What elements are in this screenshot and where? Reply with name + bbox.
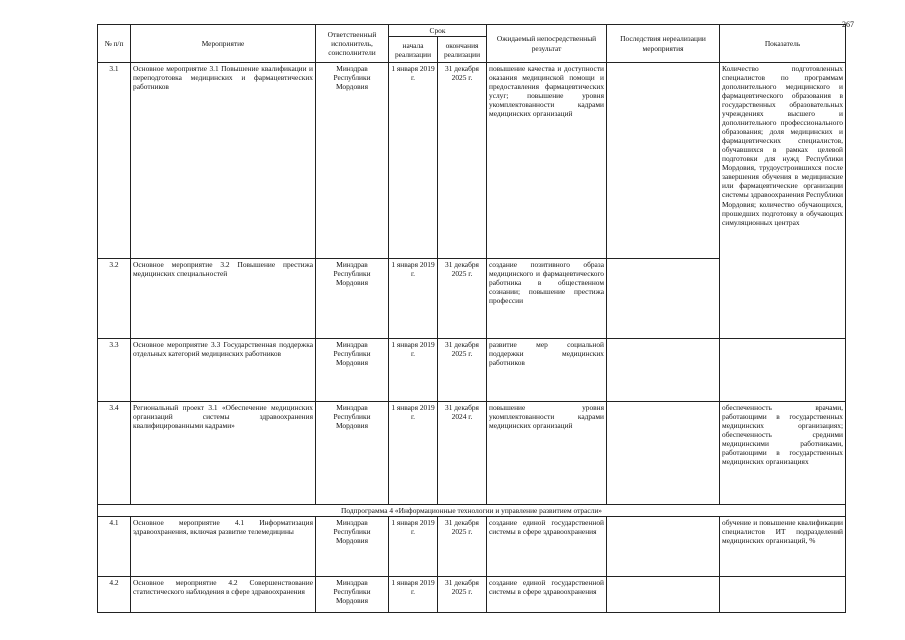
row-consequences	[607, 339, 720, 402]
row-end: 31 декабря 2025 г.	[438, 577, 487, 613]
row-activity: Основное мероприятие 4.2 Совершенствование статистического наблюдения в сфере здравоохранения	[131, 577, 316, 613]
table-row	[98, 517, 846, 577]
row-consequences	[607, 402, 720, 505]
header-result: Ожидаемый непосредственный результат	[487, 25, 607, 63]
header-end: окончания реализации	[438, 37, 487, 63]
row-consequences	[607, 517, 720, 577]
row-result: повышение уровня укомплектованности кадрами медицинских организаций	[487, 402, 607, 505]
row-responsible: Минздрав Республики Мордовия	[316, 259, 389, 339]
subprogram-row	[98, 505, 846, 517]
header-start: начала реализации	[389, 37, 438, 63]
row-activity: Региональный проект 3.1 «Обеспечение медицинских организаций системы здравоохранения квалифицированными кадрами»	[131, 402, 316, 505]
row-num: 4.2	[98, 577, 131, 613]
subprogram-title: Подпрограмма 4 «Информационные технологии и управление развитием отрасли»	[98, 505, 846, 517]
header-responsible: Ответственный исполнитель, соисполнители	[316, 25, 389, 63]
row-indicator: обучение и повышение квалификации специалистов ИТ подразделений медицинских организаций, %	[720, 517, 846, 577]
row-responsible: Минздрав Республики Мордовия	[316, 517, 389, 577]
program-activities-table	[97, 24, 846, 613]
row-indicator	[720, 577, 846, 613]
row-result: создание единой государственной системы в сфере здравоохранения	[487, 577, 607, 613]
row-indicator	[720, 339, 846, 402]
row-activity: Основное мероприятие 4.1 Информатизация здравоохранения, включая развитие телемедицины	[131, 517, 316, 577]
row-start: 1 января 2019 г.	[389, 402, 438, 505]
row-end: 31 декабря 2025 г.	[438, 63, 487, 259]
table-row	[98, 63, 846, 259]
row-activity: Основное мероприятие 3.2 Повышение престижа медицинских специальностей	[131, 259, 316, 339]
header-indicator: Показатель	[720, 25, 846, 63]
row-end: 31 декабря 2025 г.	[438, 339, 487, 402]
row-start: 1 января 2019 г.	[389, 63, 438, 259]
header-term: Срок	[389, 25, 487, 37]
row-num: 3.3	[98, 339, 131, 402]
row-responsible: Минздрав Республики Мордовия	[316, 339, 389, 402]
row-activity: Основное мероприятие 3.1 Повышение квалификации и переподготовка медицинских и фармацевтических работников	[131, 63, 316, 259]
row-start: 1 января 2019 г.	[389, 339, 438, 402]
row-start: 1 января 2019 г.	[389, 577, 438, 613]
row-consequences	[607, 577, 720, 613]
table-row	[98, 577, 846, 613]
row-start: 1 января 2019 г.	[389, 517, 438, 577]
row-num: 3.1	[98, 63, 131, 259]
row-activity: Основное мероприятие 3.3 Государственная поддержка отдельных категорий медицинских работников	[131, 339, 316, 402]
row-end: 31 декабря 2024 г.	[438, 402, 487, 505]
table-row	[98, 339, 846, 402]
row-end: 31 декабря 2025 г.	[438, 517, 487, 577]
header-activity: Мероприятие	[131, 25, 316, 63]
header-num: № п/п	[98, 25, 131, 63]
row-result: повышение качества и доступности оказания медицинской помощи и предоставления фармацевтических услуг; повышение уровня укомплектованности кадрами медицинских организаций	[487, 63, 607, 259]
row-end: 31 декабря 2025 г.	[438, 259, 487, 339]
row-consequences	[607, 259, 720, 339]
row-result: развитие мер социальной поддержки медицинских работников	[487, 339, 607, 402]
row-result: создание позитивного образа медицинского и фармацевтического работника в общественном сознании; повышение престижа профессии	[487, 259, 607, 339]
row-indicator: Количество подготовленных специалистов по программам дополнительного медицинского и фармацевтического образования в государственных образовательных учреждениях высшего и дополнительного профессионального образования; доля медицинских и фармацевтических специалистов, обучавшихся в рамках целевой подготовки для нужд Республики Мордовия, трудоустроившихся после завершения обучения в медицинские или фармацевтические организации системы здравоохранения Республики Мордовия; количество обучающихся, прошедших подготовку в обучающих симуляционных центрах	[720, 63, 846, 339]
row-responsible: Минздрав Республики Мордовия	[316, 402, 389, 505]
row-responsible: Минздрав Республики Мордовия	[316, 577, 389, 613]
row-responsible: Минздрав Республики Мордовия	[316, 63, 389, 259]
row-indicator: обеспеченность врачами, работающими в государственных медицинских организациях; обеспеченность средними медицинскими работниками, работающими в государственных медицинских организациях	[720, 402, 846, 505]
table-row	[98, 402, 846, 505]
header-consequences: Последствия нереализации мероприятия	[607, 25, 720, 63]
row-num: 3.4	[98, 402, 131, 505]
row-consequences	[607, 63, 720, 259]
page-number: 267	[842, 20, 854, 29]
row-num: 3.2	[98, 259, 131, 339]
row-result: создание единой государственной системы в сфере здравоохранения	[487, 517, 607, 577]
row-start: 1 января 2019 г.	[389, 259, 438, 339]
row-num: 4.1	[98, 517, 131, 577]
